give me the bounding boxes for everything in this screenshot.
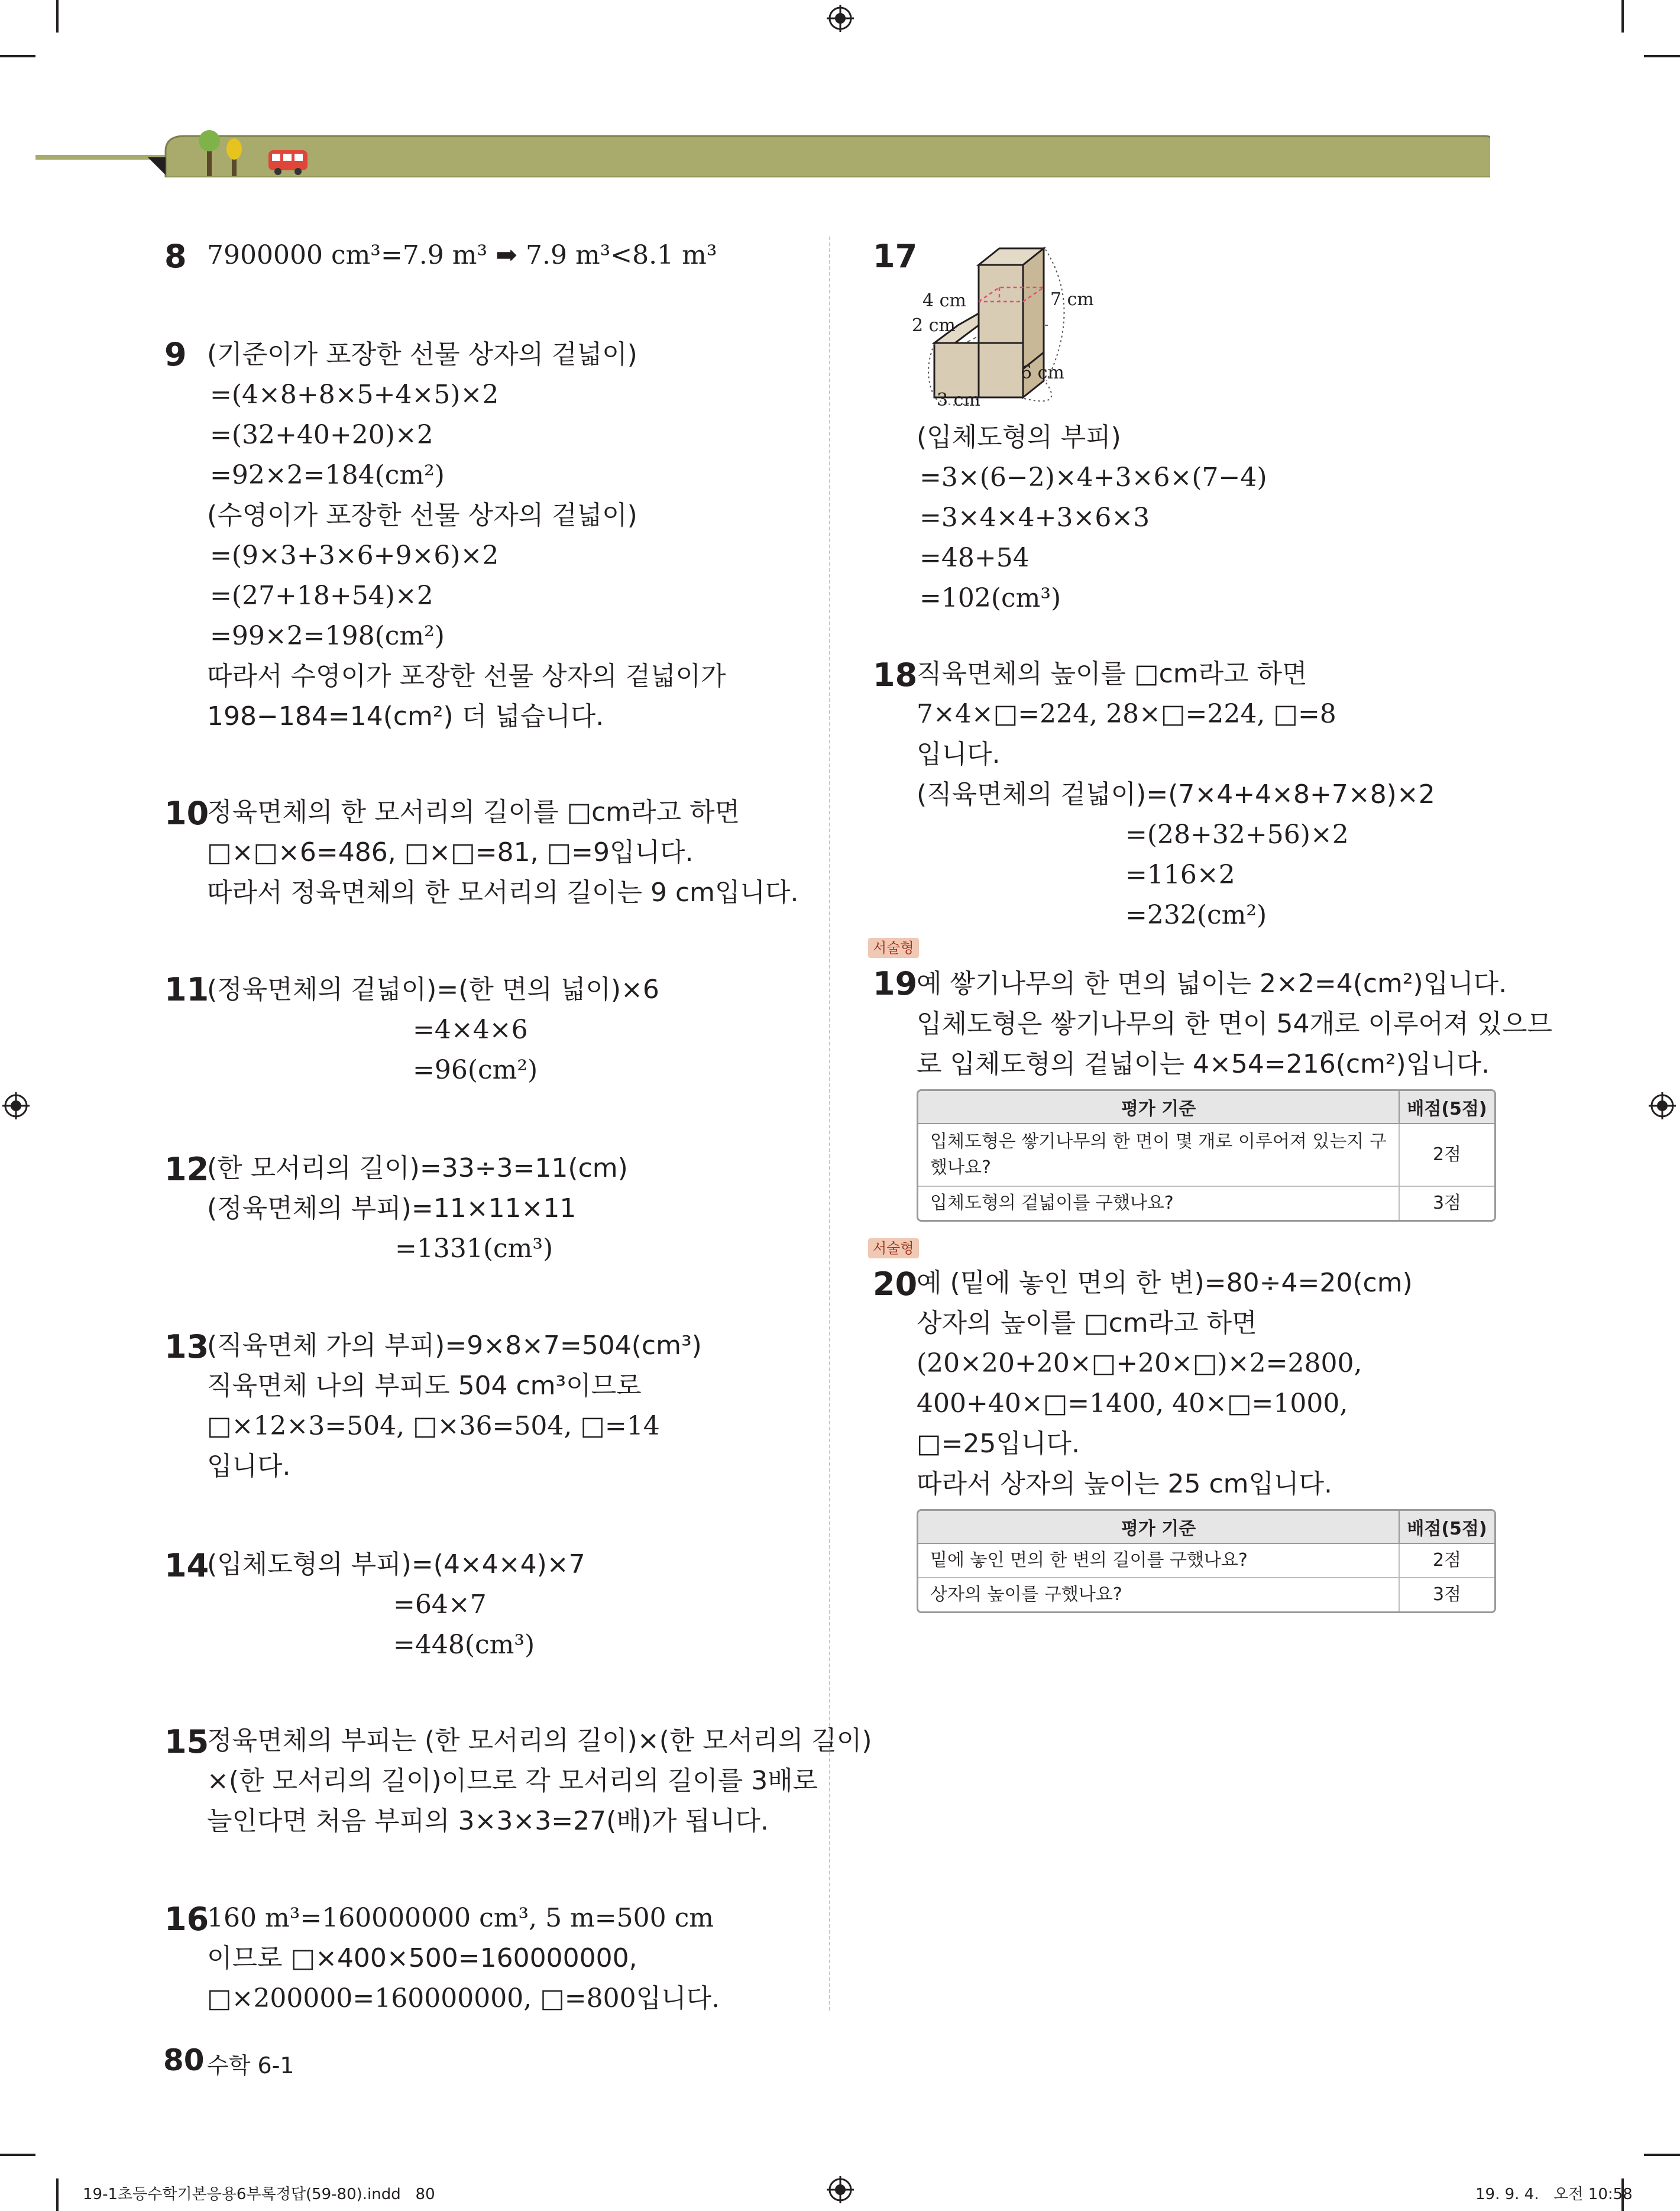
criterion-cell: 입체도형은 쌓기나무의 한 면이 몇 개로 이루어져 있는지 구했나요? — [918, 1124, 1399, 1187]
scoring-table — [917, 1089, 1496, 1222]
answer-line: 예 쌓기나무의 한 면의 넓이는 2×2=4(cm²)입니다. — [917, 969, 1507, 999]
score-cell: 2점 — [1399, 1544, 1494, 1578]
answer-line: =(32+40+20)×2 — [210, 420, 433, 450]
dimension-label: 7 cm — [1050, 289, 1094, 310]
answer-line: =64×7 — [393, 1590, 487, 1620]
problem-number: 13 — [164, 1328, 209, 1365]
crop-mark — [1621, 0, 1624, 33]
solid-figure-diagram — [911, 237, 1124, 420]
answer-line: =3×(6−2)×4+3×6×(7−4) — [920, 462, 1267, 493]
answer-line: 상자의 높이를 □cm라고 하면 — [917, 1308, 1257, 1338]
answer-line: =232(cm²) — [1125, 900, 1267, 930]
criterion-cell: 입체도형의 겉넓이를 구했나요? — [930, 1193, 1174, 1213]
table-header: 평가 기준 — [918, 1511, 1399, 1544]
answer-line: (수영이가 포장한 선물 상자의 겉넓이) — [207, 500, 637, 530]
answer-line: 198−184=14(cm²) 더 넓습니다. — [207, 701, 604, 731]
answer-line: (입체도형의 부피) — [917, 422, 1121, 452]
table-row — [918, 1578, 1494, 1611]
score-cell: 3점 — [1399, 1187, 1494, 1220]
answer-line: (정육면체의 부피)=11×11×11 — [207, 1193, 577, 1223]
answer-line: 160 m³=160000000 cm³, 5 m=500 cm — [207, 1903, 714, 1933]
registration-mark-icon — [827, 5, 854, 32]
answer-line: =3×4×4+3×6×3 — [920, 503, 1150, 533]
answer-line: =99×2=198(cm²) — [210, 621, 445, 651]
scoring-table — [917, 1509, 1496, 1613]
answer-line: 정육면체의 부피는 (한 모서리의 길이)×(한 모서리의 길이) — [207, 1726, 872, 1756]
table-row — [918, 1124, 1494, 1187]
answer-line: 400+40×□=1400, 40×□=1000, — [917, 1388, 1348, 1419]
crop-mark — [56, 2178, 59, 2211]
score-cell: 3점 — [1399, 1578, 1494, 1611]
problem-number: 16 — [164, 1901, 209, 1938]
score-cell: 2점 — [1399, 1124, 1494, 1187]
answer-line: (기준이가 포장한 선물 상자의 겉넓이) — [207, 339, 637, 370]
table-header: 평가 기준 — [918, 1091, 1399, 1124]
essay-type-tag: 서술형 — [868, 938, 919, 958]
answer-line: 직육면체의 높이를 □cm라고 하면 — [917, 659, 1307, 689]
answer-line: =92×2=184(cm²) — [210, 460, 445, 490]
crop-mark — [1644, 2154, 1680, 2156]
dimension-label: 3 cm — [937, 390, 980, 410]
answer-line: =448(cm³) — [393, 1630, 535, 1660]
table-header: 배점(5점) — [1399, 1091, 1494, 1124]
dimension-label: 4 cm — [922, 290, 966, 311]
answer-line: □×12×3=504, □×36=504, □=14 — [207, 1411, 660, 1441]
registration-mark-icon — [2, 1092, 30, 1119]
answer-line: =48+54 — [920, 543, 1030, 573]
problem-number: 14 — [164, 1547, 209, 1584]
problem-number: 17 — [873, 238, 918, 275]
crop-mark — [0, 2154, 35, 2156]
problem-number: 8 — [164, 238, 187, 275]
answer-line: 입체도형은 쌓기나무의 한 면이 54개로 이루어져 있으므 — [917, 1009, 1552, 1039]
essay-type-tag: 서술형 — [868, 1238, 919, 1258]
table-row — [918, 1187, 1494, 1220]
answer-line: (직육면체의 겉넓이)=(7×4+4×8+7×8)×2 — [917, 779, 1435, 810]
answer-line: 로 입체도형의 겉넓이는 4×54=216(cm²)입니다. — [917, 1049, 1490, 1079]
problem-number: 18 — [873, 656, 918, 694]
answer-line: =(9×3+3×6+9×6)×2 — [210, 540, 499, 571]
problem-number: 15 — [164, 1723, 209, 1760]
answer-line: ×(한 모서리의 길이)이므로 각 모서리의 길이를 3배로 — [207, 1766, 818, 1796]
answer-line: =(28+32+56)×2 — [1125, 820, 1349, 850]
crop-mark — [0, 55, 35, 57]
answer-line: 정육면체의 한 모서리의 길이를 □cm라고 하면 — [207, 797, 740, 827]
answer-line: (입체도형의 부피)=(4×4×4)×7 — [207, 1549, 585, 1579]
answer-line: 따라서 수영이가 포장한 선물 상자의 겉넓이가 — [207, 661, 726, 691]
answer-line: 이므로 □×400×500=160000000, — [207, 1943, 637, 1973]
answer-line: 늘인다면 처음 부피의 3×3×3=27(배)가 됩니다. — [207, 1806, 769, 1836]
file-info: 19-1초등수학기본응용6부록정답(59-80).indd 80 — [83, 2186, 435, 2203]
answer-line: =1331(cm³) — [395, 1234, 553, 1264]
answer-line: =116×2 — [1125, 860, 1235, 890]
answer-line: (20×20+20×□+20×□)×2=2800, — [917, 1348, 1362, 1378]
answer-line: (정육면체의 겉넓이)=(한 면의 넓이)×6 — [207, 975, 659, 1005]
page-number: 80 — [163, 2043, 205, 2077]
crop-mark — [56, 0, 59, 33]
answer-line: =(4×8+8×5+4×5)×2 — [210, 380, 499, 410]
problem-number: 9 — [164, 336, 187, 373]
answer-line: 따라서 정육면체의 한 모서리의 길이는 9 cm입니다. — [207, 878, 799, 908]
criterion-cell: 상자의 높이를 구했나요? — [930, 1584, 1122, 1605]
crop-mark — [1644, 55, 1680, 57]
problem-number: 11 — [164, 971, 209, 1008]
problem-number: 19 — [873, 965, 918, 1002]
answer-line: =4×4×6 — [413, 1015, 528, 1045]
answer-line: □=25입니다. — [917, 1429, 1080, 1459]
answer-line: 입니다. — [207, 1451, 291, 1481]
problem-number: 10 — [164, 795, 209, 832]
answer-line: □×□×6=486, □×□=81, □=9입니다. — [207, 837, 694, 867]
answer-line: 따라서 상자의 높이는 25 cm입니다. — [917, 1469, 1333, 1499]
problem-number: 20 — [873, 1265, 918, 1303]
answer-line: =102(cm³) — [920, 583, 1061, 613]
criterion-cell: 밑에 놓인 면의 한 변의 길이를 구했나요? — [918, 1544, 1399, 1578]
answer-line: □×200000=160000000, □=800입니다. — [207, 1983, 720, 2013]
answer-line: =(27+18+54)×2 — [210, 581, 433, 611]
registration-mark-icon — [827, 2176, 854, 2203]
answer-line: 7900000 cm³=7.9 m³ ➡ 7.9 m³<8.1 m³ — [207, 240, 717, 270]
answer-line: 입니다. — [917, 739, 1001, 769]
page-subject: 수학 6-1 — [207, 2053, 294, 2079]
answer-line: =96(cm²) — [413, 1055, 538, 1085]
answer-line: (한 모서리의 길이)=33÷3=11(cm) — [207, 1153, 628, 1183]
bus-icon — [267, 148, 310, 176]
answer-line: 예 (밑에 놓인 면의 한 변)=80÷4=20(cm) — [917, 1268, 1413, 1298]
dimension-label: 6 cm — [1021, 362, 1064, 383]
registration-mark-icon — [1649, 1092, 1676, 1119]
print-timestamp: 19. 9. 4. 오전 10:58 — [1475, 2186, 1633, 2203]
tree-icon — [195, 129, 266, 177]
dimension-label: 2 cm — [912, 315, 956, 336]
table-header: 배점(5점) — [1399, 1511, 1494, 1544]
problem-number: 12 — [164, 1151, 209, 1188]
answer-line: 7×4×□=224, 28×□=224, □=8 — [917, 699, 1336, 729]
answer-line: (직육면체 가의 부피)=9×8×7=504(cm³) — [207, 1331, 702, 1361]
table-row — [918, 1544, 1494, 1578]
answer-line: 직육면체 나의 부피도 504 cm³이므로 — [207, 1371, 642, 1401]
